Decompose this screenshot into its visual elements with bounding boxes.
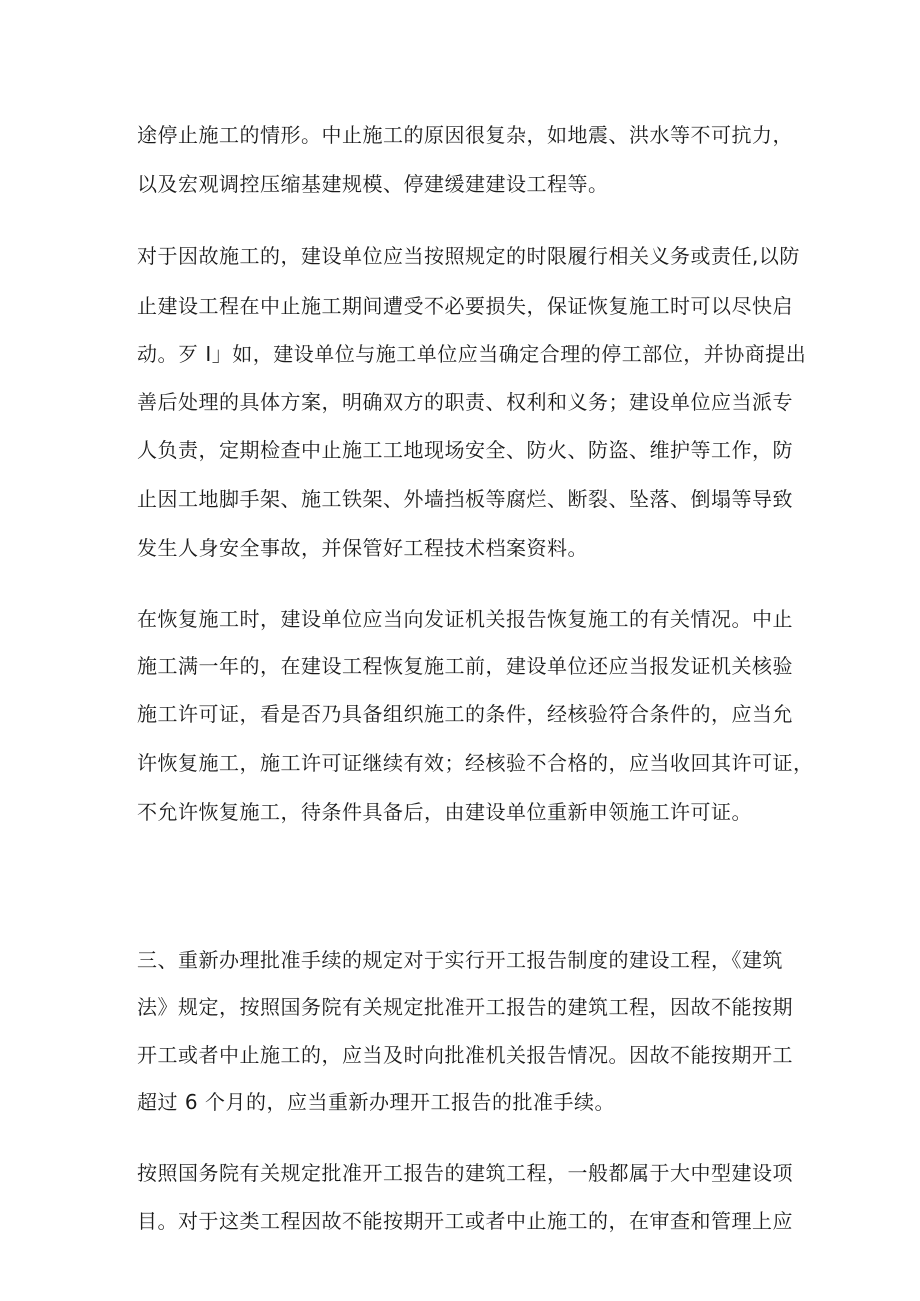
paragraph-4-line-4: 超过 6 个月的，应当重新办理开工报告的批准手续。 [137, 1090, 615, 1114]
paragraph-3-line-4: 许恢复施工，施工许可证继续有效；经核验不合格的，应当收回其许可证， [137, 751, 814, 775]
paragraph-3-line-2: 施工满一年的，在建设工程恢复施工前，建设单位还应当报发证机关核验 [137, 654, 793, 678]
paragraph-1-line-1: 途停止施工的情形。中止施工的原因很复杂，如地震、洪水等不可抗力， [137, 123, 793, 147]
paragraph-2-line-5: 人负责，定期检查中止施工工地现场安全、防火、防盗、维护等工作，防 [137, 438, 793, 462]
paragraph-3-line-1: 在恢复施工时，建设单位应当向发证机关报告恢复施工的有关情况。中止 [137, 607, 793, 631]
paragraph-2-line-7: 发生人身安全事故，并保管好工程技术档案资料。 [137, 536, 588, 560]
paragraph-4-line-3: 开工或者中止施工的，应当及时向批准机关报告情况。因故不能按期开工 [137, 1043, 793, 1067]
paragraph-1-line-2: 以及宏观调控压缩基建规模、停建缓建建设工程等。 [137, 172, 609, 196]
paragraph-2-line-1: 对于因故施工的，建设单位应当按照规定的时限履行相关义务或责任,以防 [137, 244, 800, 268]
paragraph-3-line-5: 不允许恢复施工，待条件具备后，由建设单位重新申领施工许可证。 [137, 800, 752, 824]
paragraph-3-line-3: 施工许可证，看是否乃具备组织施工的条件，经核验符合条件的，应当允 [137, 702, 793, 726]
paragraph-5-line-1: 按照国务院有关规定批准开工报告的建筑工程，一般都属于大中型建设项 [137, 1161, 793, 1185]
paragraph-2-line-6: 止因工地脚手架、施工铁架、外墙挡板等腐烂、断裂、坠落、倒塌等导致 [137, 487, 793, 511]
paragraph-2-line-3: 动。歹 I」如，建设单位与施工单位应当确定合理的停工部位，并协商提出 [137, 342, 807, 366]
paragraph-4-line-1: 三、重新办理批准手续的规定对于实行开工报告制度的建设工程，《建筑 [137, 948, 783, 972]
paragraph-2-line-2: 止建设工程在中止施工期间遭受不必要损失，保证恢复施工时可以尽快启 [137, 294, 793, 318]
paragraph-5-line-2: 目。对于这类工程因故不能按期开工或者中止施工的，在审查和管理上应 [137, 1209, 793, 1233]
paragraph-2-line-4: 善后处理的具体方案，明确双方的职责、权利和义务；建设单位应当派专 [137, 390, 793, 414]
paragraph-4-line-2: 法》规定，按照国务院有关规定批准开工报告的建筑工程，因故不能按期 [137, 995, 793, 1019]
